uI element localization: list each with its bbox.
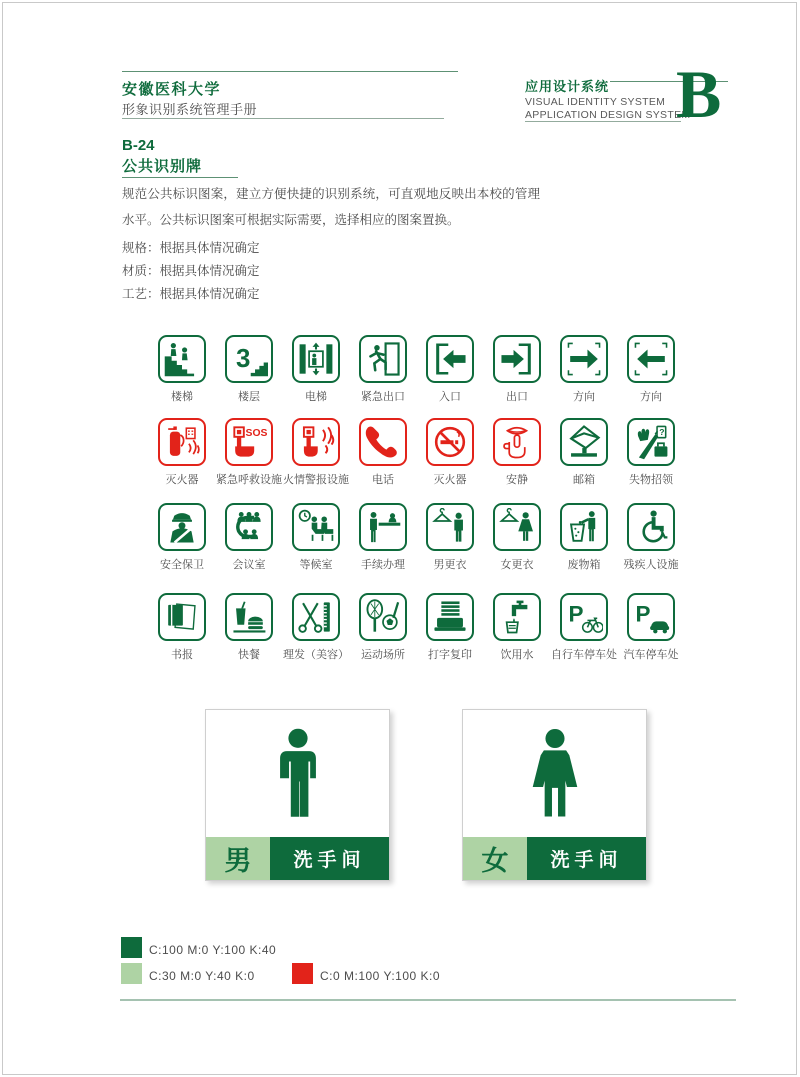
copy-print-label: 打字复印 xyxy=(428,649,472,661)
emergency-exit-icon xyxy=(359,335,407,383)
men-changing-label: 男更衣 xyxy=(433,559,467,571)
female-figure-icon xyxy=(463,710,646,837)
svg-text:3: 3 xyxy=(236,344,251,373)
spec-craft: 工艺：根据具体情况确定 xyxy=(122,287,260,301)
fire-alarm-sign xyxy=(283,418,349,486)
service-counter-icon xyxy=(359,503,407,551)
title-underline xyxy=(122,177,238,178)
elevator-label: 电梯 xyxy=(305,391,327,403)
red-swatch xyxy=(292,963,313,984)
sign-row-4 xyxy=(158,593,679,661)
car-parking-icon xyxy=(627,593,675,641)
quiet-sign xyxy=(493,418,541,486)
floor-number-sign xyxy=(225,335,273,403)
books-label: 书报 xyxy=(171,649,193,661)
meeting-room-icon xyxy=(225,503,273,551)
fast-food-label: 快餐 xyxy=(238,649,260,661)
system-name-cn: 应用设计系统 xyxy=(525,79,610,94)
telephone-label: 电话 xyxy=(372,474,394,486)
room-label: 洗手间 xyxy=(270,837,389,880)
floor-number-label: 楼层 xyxy=(238,391,260,403)
spec-material: 材质：根据具体情况确定 xyxy=(122,264,260,278)
room-label: 洗手间 xyxy=(527,837,646,880)
security-guard-icon xyxy=(158,503,206,551)
meeting-room-label: 会议室 xyxy=(232,559,266,571)
fire-alarm-label: 火情警报设施 xyxy=(283,474,349,486)
stairs-label: 楼梯 xyxy=(171,391,193,403)
sports-icon xyxy=(359,593,407,641)
quiet-icon xyxy=(493,418,541,466)
svg-text:P: P xyxy=(568,601,584,627)
wheelchair-icon xyxy=(627,503,675,551)
direction-right-sign xyxy=(560,335,608,403)
system-name-en2: APPLICATION DESIGN SYSTEM xyxy=(525,109,691,121)
service-counter-sign xyxy=(359,503,407,571)
svg-text:?: ? xyxy=(659,427,665,438)
telephone-sign xyxy=(359,418,407,486)
copy-print-icon xyxy=(426,593,474,641)
lost-and-found-icon xyxy=(627,418,675,466)
section-code: B-24 xyxy=(122,137,155,154)
light-green-cmyk: C:30 M:0 Y:40 K:0 xyxy=(149,969,255,983)
drinking-water-sign xyxy=(493,593,541,661)
svg-text:P: P xyxy=(635,601,651,627)
direction-right-icon xyxy=(560,335,608,383)
entrance-label: 入口 xyxy=(439,391,461,403)
fire-extinguisher-sign xyxy=(158,418,206,486)
fire-alarm-icon xyxy=(292,418,340,466)
elevator-sign xyxy=(292,335,340,403)
elevator-icon xyxy=(292,335,340,383)
no-smoking-label: 灭火器 xyxy=(433,474,467,486)
sign-row-2 xyxy=(158,418,675,486)
drinking-water-label: 饮用水 xyxy=(500,649,534,661)
men-changing-sign xyxy=(426,503,474,571)
women-changing-label: 女更衣 xyxy=(500,559,534,571)
mailbox-label: 邮箱 xyxy=(573,474,595,486)
section-letter: B xyxy=(676,56,722,132)
wheelchair-sign xyxy=(623,503,679,571)
no-smoking-icon xyxy=(426,418,474,466)
mailbox-sign xyxy=(560,418,608,486)
fire-extinguisher-label: 灭火器 xyxy=(165,474,199,486)
org-name: 安徽医科大学 xyxy=(122,81,222,98)
security-guard-sign xyxy=(158,503,206,571)
dark-green-cmyk: C:100 M:0 Y:100 K:40 xyxy=(149,943,277,957)
women-changing-icon xyxy=(493,503,541,551)
copy-print-sign xyxy=(426,593,474,661)
stairs-icon xyxy=(158,335,206,383)
entrance-icon xyxy=(426,335,474,383)
wheelchair-label: 残疾人设施 xyxy=(623,559,679,571)
page-title: 公共识别牌 xyxy=(122,158,203,175)
exit-label: 出口 xyxy=(506,391,528,403)
sign-row-1 xyxy=(158,335,675,403)
emergency-exit-sign xyxy=(359,335,407,403)
sign-row-3 xyxy=(158,503,679,571)
emergency-call-sign xyxy=(216,418,282,486)
mens-restroom-sign xyxy=(205,709,390,881)
waiting-room-sign xyxy=(292,503,340,571)
lost-and-found-sign xyxy=(627,418,675,486)
section-description: 规范公共标识图案，建立方便快捷的识别系统，可直观地反映出本校的管理水平。公共标识图案可根据实际需要，选择相应的图案置换。 xyxy=(122,187,540,227)
mailbox-icon xyxy=(560,418,608,466)
car-parking-sign xyxy=(623,593,679,661)
direction-left-label: 方向 xyxy=(640,391,662,403)
direction-left-sign xyxy=(627,335,675,403)
telephone-icon xyxy=(359,418,407,466)
exit-sign xyxy=(493,335,541,403)
direction-right-label: 方向 xyxy=(573,391,595,403)
header-rule-bottom-left xyxy=(122,118,444,119)
men-changing-icon xyxy=(426,503,474,551)
light-green-swatch xyxy=(121,963,142,984)
barber-sign xyxy=(283,593,349,661)
waste-bin-sign xyxy=(560,503,608,571)
system-name-en1: VISUAL IDENTITY SYSTEM xyxy=(525,96,666,108)
fire-extinguisher-icon xyxy=(158,418,206,466)
waiting-room-label: 等候室 xyxy=(299,559,333,571)
bicycle-parking-icon xyxy=(560,593,608,641)
gender-label: 男 xyxy=(206,837,270,880)
lost-and-found-label: 失物招领 xyxy=(629,474,673,486)
header-rule-bottom-right xyxy=(525,121,681,122)
dark-green-swatch xyxy=(121,937,142,958)
quiet-label: 安静 xyxy=(506,474,528,486)
barber-label: 理发（美容） xyxy=(283,649,349,661)
spec-size: 规格：根据具体情况确定 xyxy=(122,241,260,255)
meeting-room-sign xyxy=(225,503,273,571)
fast-food-sign xyxy=(225,593,273,661)
waiting-room-icon xyxy=(292,503,340,551)
women-changing-sign xyxy=(493,503,541,571)
emergency-call-icon xyxy=(225,418,273,466)
sign-strip xyxy=(206,837,389,880)
books-sign xyxy=(158,593,206,661)
male-figure-icon xyxy=(206,710,389,837)
red-cmyk: C:0 M:100 Y:100 K:0 xyxy=(320,969,441,983)
fast-food-icon xyxy=(225,593,273,641)
emergency-call-label: 紧急呼救设施 xyxy=(216,474,282,486)
car-parking-label: 汽车停车处 xyxy=(623,649,679,661)
service-counter-label: 手续办理 xyxy=(361,559,405,571)
footer-rule xyxy=(120,999,736,1001)
exit-icon xyxy=(493,335,541,383)
header-rule-top-left xyxy=(122,71,458,72)
books-icon xyxy=(158,593,206,641)
svg-text:SOS: SOS xyxy=(245,427,268,439)
sports-sign xyxy=(359,593,407,661)
womens-restroom-sign xyxy=(462,709,647,881)
sign-strip xyxy=(463,837,646,880)
waste-bin-label: 废物箱 xyxy=(567,559,601,571)
security-guard-label: 安全保卫 xyxy=(160,559,204,571)
sports-label: 运动场所 xyxy=(361,649,405,661)
no-smoking-sign xyxy=(426,418,474,486)
gender-label: 女 xyxy=(463,837,527,880)
bicycle-parking-sign xyxy=(551,593,617,661)
direction-left-icon xyxy=(627,335,675,383)
drinking-water-icon xyxy=(493,593,541,641)
manual-name: 形象识别系统管理手册 xyxy=(122,102,258,117)
barber-icon xyxy=(292,593,340,641)
stairs-sign xyxy=(158,335,206,403)
entrance-sign xyxy=(426,335,474,403)
waste-bin-icon xyxy=(560,503,608,551)
emergency-exit-label: 紧急出口 xyxy=(361,391,405,403)
bicycle-parking-label: 自行车停车处 xyxy=(551,649,617,661)
floor-number-icon xyxy=(225,335,273,383)
